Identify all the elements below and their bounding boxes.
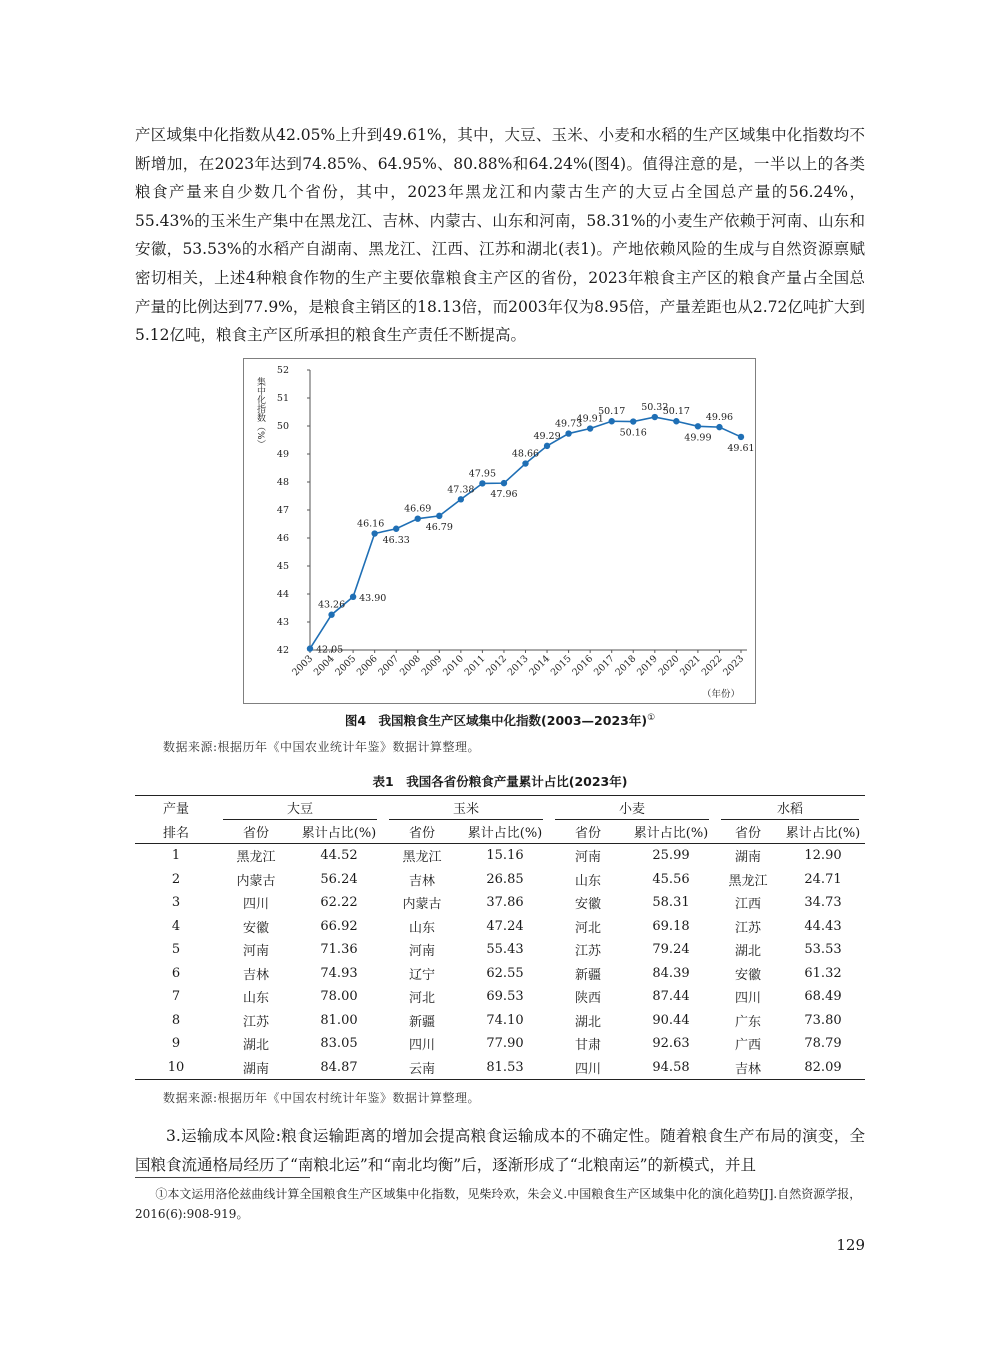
share-cell: 74.93 (320, 965, 358, 981)
province-cell: 广东 (734, 1014, 761, 1030)
x-tick-label: 2008 (397, 653, 423, 679)
x-tick-label: 2013 (505, 653, 531, 679)
data-point (565, 430, 571, 436)
share-cell: 58.31 (652, 895, 690, 911)
share-cell: 74.10 (486, 1012, 524, 1028)
data-point (652, 414, 658, 420)
province-cell: 江苏 (734, 920, 761, 936)
line-chart (244, 359, 755, 703)
share-cell: 15.16 (486, 848, 524, 864)
data-point (371, 530, 377, 536)
x-tick-label: 2009 (419, 653, 445, 679)
x-tick-label: 2021 (678, 653, 704, 679)
x-tick-label: 2017 (591, 653, 617, 679)
data-label: 50.32 (641, 402, 669, 414)
data-point (738, 434, 744, 440)
province-cell: 山东 (574, 873, 601, 889)
data-label: 49.96 (705, 412, 734, 424)
data-point (328, 612, 334, 618)
data-point (501, 480, 507, 486)
y-tick-label: 47 (276, 505, 289, 516)
data-label: 49.91 (576, 413, 604, 425)
x-tick-label: 2019 (635, 653, 660, 679)
share-cell: 56.24 (320, 871, 358, 887)
rank-cell: 10 (135, 1056, 217, 1080)
data-label: 50.17 (598, 406, 626, 418)
province-cell: 甘肃 (574, 1038, 601, 1054)
share-cell: 92.63 (652, 1036, 690, 1052)
share-cell: 62.55 (486, 965, 524, 981)
province-cell: 安徽 (574, 897, 601, 913)
province-cell: 江苏 (242, 1014, 269, 1030)
x-tick-label: 2003 (290, 653, 316, 679)
sub-header-share: 累计占比(%) (627, 820, 715, 844)
province-cell: 河北 (408, 991, 435, 1007)
share-cell: 44.52 (320, 848, 358, 864)
province-cell: 广西 (734, 1038, 761, 1054)
data-point (350, 594, 356, 600)
rank-header-top: 产量 (135, 796, 217, 820)
share-cell: 79.24 (652, 942, 690, 958)
table-source-note: 数据来源:根据历年《中国农村统计年鉴》数据计算整理。 (163, 1091, 481, 1105)
x-tick-label: 2005 (333, 653, 359, 679)
province-cell: 湖北 (242, 1038, 269, 1054)
province-cell: 四川 (734, 991, 761, 1007)
group-header-corn: 玉米 (383, 796, 549, 820)
data-label: 49.61 (727, 442, 755, 454)
table-row (135, 962, 865, 986)
sub-header-province: 省份 (217, 820, 295, 844)
data-label: 50.16 (619, 427, 647, 439)
sub-header-share: 累计占比(%) (461, 820, 549, 844)
share-cell: 73.80 (804, 1012, 842, 1028)
province-cell: 陕西 (574, 991, 601, 1007)
sub-header-province: 省份 (549, 820, 627, 844)
x-axis-label: （年份） (701, 689, 741, 700)
province-cell: 江苏 (574, 944, 601, 960)
rank-cell: 6 (171, 965, 181, 981)
province-cell: 新疆 (574, 967, 601, 983)
share-cell: 45.56 (652, 871, 690, 887)
data-point (544, 443, 550, 449)
province-cell: 河南 (408, 944, 435, 960)
data-label: 46.33 (382, 534, 410, 546)
data-point (393, 526, 399, 532)
share-cell: 47.24 (486, 918, 524, 934)
y-tick-label: 42 (276, 645, 289, 656)
table-row (135, 938, 865, 962)
share-cell: 77.90 (486, 1036, 524, 1052)
province-cell: 云南 (383, 1056, 461, 1080)
share-cell: 53.53 (804, 942, 842, 958)
footnote: ①本文运用洛伦兹曲线计算全国粮食生产区域集中化指数，见柴玲欢，朱会义.中国粮食生产区域集中化的演化趋势[J].自然资源学报，2016(6):908-919。 (135, 1187, 862, 1221)
province-cell: 湖北 (734, 944, 761, 960)
province-cell: 湖北 (574, 1014, 601, 1030)
table-row (135, 868, 865, 892)
page-number: 129 (836, 1236, 865, 1254)
share-cell: 87.44 (652, 989, 690, 1005)
figure-caption (0, 711, 1000, 729)
share-cell: 82.09 (781, 1056, 865, 1080)
x-tick-label: 2015 (548, 653, 574, 679)
y-tick-label: 50 (276, 421, 289, 432)
share-cell: 83.05 (320, 1036, 358, 1052)
y-tick-label: 48 (276, 477, 289, 488)
share-cell: 94.58 (627, 1056, 715, 1080)
province-cell: 内蒙古 (236, 873, 276, 889)
x-tick-label: 2016 (570, 653, 596, 679)
data-point (716, 424, 722, 430)
province-cell: 四川 (549, 1056, 627, 1080)
rank-cell: 9 (171, 1036, 181, 1052)
data-point (415, 515, 421, 521)
province-cell: 黑龙江 (236, 850, 276, 866)
share-cell: 71.36 (320, 942, 358, 958)
rank-cell: 7 (171, 989, 181, 1005)
sub-header-province: 省份 (715, 820, 781, 844)
figure-4-chart (243, 358, 756, 704)
province-cell: 吉林 (408, 873, 435, 889)
x-tick-label: 2010 (441, 653, 466, 679)
share-cell: 61.32 (804, 965, 842, 981)
share-cell: 24.71 (804, 871, 842, 887)
data-point (307, 645, 313, 651)
rank-cell: 4 (171, 918, 181, 934)
table-row (135, 891, 865, 915)
province-cell: 吉林 (242, 967, 269, 983)
table-row (135, 985, 865, 1009)
group-header-soybean: 大豆 (217, 796, 383, 820)
x-tick-label: 2012 (484, 653, 510, 679)
x-tick-label: 2011 (462, 653, 488, 679)
province-cell: 内蒙古 (402, 897, 442, 913)
table-title: 表1 我国各省份粮食产量累计占比(2023年) (372, 774, 628, 789)
share-cell: 84.39 (652, 965, 690, 981)
rank-cell: 2 (171, 871, 181, 887)
province-cell: 四川 (408, 1038, 435, 1054)
province-cell: 山东 (242, 991, 269, 1007)
data-label: 46.79 (425, 521, 453, 533)
share-cell: 81.00 (320, 1012, 358, 1028)
x-tick-label: 2020 (656, 653, 682, 679)
y-tick-label: 49 (276, 449, 289, 460)
province-cell: 辽宁 (408, 967, 435, 983)
data-label: 42.05 (316, 644, 344, 656)
share-cell: 66.92 (320, 918, 358, 934)
sub-header-province: 省份 (383, 820, 461, 844)
share-cell: 44.43 (804, 918, 842, 934)
share-cell: 62.22 (320, 895, 358, 911)
data-point (673, 418, 679, 424)
body-paragraph-top (135, 121, 865, 350)
x-tick-label: 2014 (527, 653, 553, 679)
province-cell: 江西 (734, 897, 761, 913)
data-point (695, 423, 701, 429)
rank-cell: 5 (171, 942, 181, 958)
data-point (458, 496, 464, 502)
sub-header-share: 累计占比(%) (781, 820, 865, 844)
province-cell: 四川 (242, 897, 269, 913)
data-label: 48.66 (511, 448, 540, 460)
share-cell: 84.87 (295, 1056, 383, 1080)
share-cell: 37.86 (486, 895, 524, 911)
x-tick-label: 2022 (699, 653, 725, 679)
data-label: 43.26 (317, 599, 346, 611)
province-cell: 河南 (242, 944, 269, 960)
data-label: 49.29 (533, 430, 561, 442)
share-cell: 34.73 (804, 895, 842, 911)
paragraph-text: 产区域集中化指数从42.05%上升到49.61%，其中，大豆、玉米、小麦和水稻的生产区域集中化指数均不断增加，在2023年达到74.85%、64.95%、80.88%和64.24%(图4)。值得注意的是，一半以上的各类粮食产量来自少数几个省份，其中，2023年黑龙江和内蒙古生产的大豆占全国总产量的56.24%，55.43%的玉米生产集中在黑龙江、吉林、内蒙古、山东和河南，58.31%的小麦生产依赖于河南、山东和安徽，53.53%的水稻产自湖南、黑龙江、江西、江苏和湖北(表1)。产地依赖风险的生成与自然资源禀赋密切相关，上述4种粮食作物的生产主要依靠粮食主产区的省份，2023年粮食主产区的粮食产量占全国总产量的比例达到77.9%，是粮食主销区的18.13倍，而2003年仅为8.95倍，产量差距也从2.72亿吨扩大到5.12亿吨，粮食主产区所承担的粮食生产责任不断提高。 (135, 126, 865, 345)
data-table (135, 795, 865, 1080)
data-label: 46.69 (404, 503, 432, 515)
share-cell: 90.44 (652, 1012, 690, 1028)
rank-cell: 1 (171, 848, 181, 864)
province-cell: 河北 (574, 920, 601, 936)
rank-cell: 8 (171, 1012, 181, 1028)
table-body (135, 844, 865, 1080)
share-cell: 69.53 (486, 989, 524, 1005)
province-cell: 黑龙江 (728, 873, 768, 889)
share-cell: 26.85 (486, 871, 524, 887)
data-point (609, 418, 615, 424)
table-row (135, 844, 865, 868)
share-cell: 55.43 (486, 942, 524, 958)
y-tick-label: 52 (276, 365, 289, 376)
table-row (135, 1056, 865, 1080)
sub-header-share: 累计占比(%) (295, 820, 383, 844)
x-tick-label: 2018 (613, 653, 639, 679)
paragraph-text: 3.运输成本风险:粮食运输距离的增加会提高粮食运输成本的不确定性。随着粮食生产布局的演变，全国粮食流通格局经历了“南粮北运”和“南北均衡”后，逐渐形成了“北粮南运”的新模式，并且 (135, 1127, 865, 1174)
y-tick-label: 46 (276, 533, 289, 544)
figure-caption-text: 图4 我国粮食生产区域集中化指数(2003—2023年) (344, 713, 648, 728)
share-cell: 78.79 (804, 1036, 842, 1052)
share-cell: 78.00 (320, 989, 358, 1005)
province-cell: 黑龙江 (402, 850, 442, 866)
data-label: 43.90 (359, 592, 387, 604)
province-cell: 安徽 (734, 967, 761, 983)
share-cell: 25.99 (652, 848, 690, 864)
data-label: 47.38 (447, 484, 475, 496)
figure-source-note: 数据来源:根据历年《中国农业统计年鉴》数据计算整理。 (163, 740, 481, 754)
province-cell: 安徽 (242, 920, 269, 936)
data-label: 49.73 (554, 418, 583, 430)
data-point (522, 460, 528, 466)
x-tick-label: 2023 (721, 653, 747, 679)
province-cell: 湖南 (217, 1056, 295, 1080)
data-point (436, 513, 442, 519)
y-tick-label: 43 (276, 617, 289, 628)
data-label: 49.99 (684, 432, 712, 444)
y-tick-label: 45 (276, 561, 289, 572)
data-label: 50.17 (662, 406, 690, 418)
x-tick-label: 2006 (354, 653, 380, 679)
share-cell: 81.53 (461, 1056, 549, 1080)
y-tick-label: 44 (276, 589, 289, 600)
group-header-rice: 水稻 (715, 796, 865, 820)
y-axis-label: 集中化指数（%） (255, 377, 265, 449)
province-cell: 吉林 (715, 1056, 781, 1080)
data-label: 47.96 (490, 489, 518, 501)
province-cell: 山东 (408, 920, 435, 936)
province-cell: 湖南 (734, 850, 761, 866)
data-point (630, 418, 636, 424)
data-point (479, 480, 485, 486)
table-row (135, 915, 865, 939)
data-point (587, 425, 593, 431)
group-header-wheat: 小麦 (549, 796, 715, 820)
x-tick-label: 2007 (376, 653, 402, 679)
x-tick-label: 2004 (311, 653, 337, 679)
table-row (135, 1032, 865, 1056)
y-tick-label: 51 (276, 393, 289, 404)
table-row (135, 1009, 865, 1033)
share-cell: 69.18 (652, 918, 690, 934)
share-cell: 12.90 (804, 848, 842, 864)
data-label: 47.95 (468, 468, 497, 480)
share-cell: 68.49 (804, 989, 842, 1005)
footnote-mark: ① (647, 712, 656, 723)
footnote-divider (135, 1177, 310, 1178)
rank-cell: 3 (171, 895, 181, 911)
province-cell: 河南 (574, 850, 601, 866)
rank-header-bottom: 排名 (135, 820, 217, 844)
data-label: 46.16 (357, 518, 385, 530)
province-cell: 新疆 (408, 1014, 435, 1030)
body-paragraph-bottom (135, 1122, 865, 1179)
